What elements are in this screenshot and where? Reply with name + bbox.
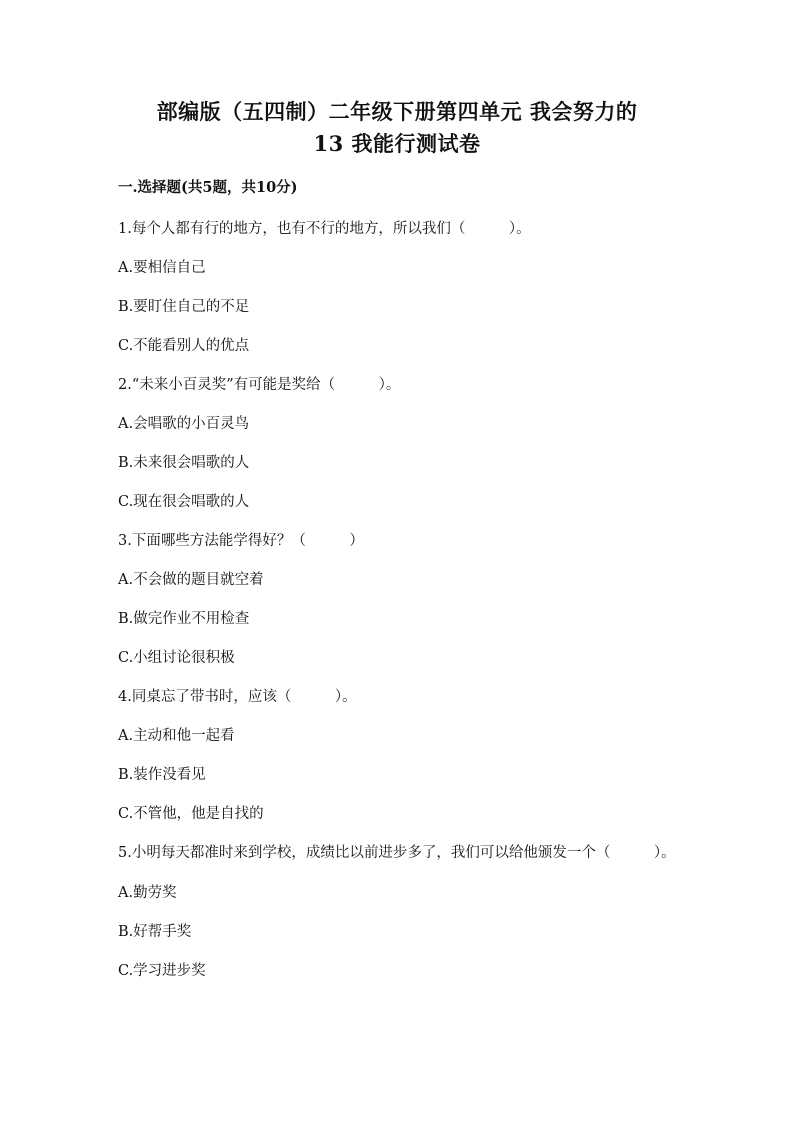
question-2 bbox=[118, 366, 676, 522]
option-b: B.做完作业不用检查 bbox=[118, 611, 250, 627]
title-line-1: 部编版（五四制）二年级下册第四单元 我会努力的 bbox=[156, 99, 638, 124]
question-stem: 4.同桌忘了带书时，应该（ ）。 bbox=[118, 689, 357, 705]
option-c: C.现在很会唱歌的人 bbox=[118, 494, 250, 510]
option-a: A.会唱歌的小百灵鸟 bbox=[118, 416, 250, 432]
question-stem: 3.下面哪些方法能学得好？（ ） bbox=[118, 533, 364, 549]
option-c: C.不管他，他是自找的 bbox=[118, 806, 264, 822]
title-line-2: 13 我能行测试卷 bbox=[313, 131, 481, 156]
option-a: A.不会做的题目就空着 bbox=[118, 572, 264, 588]
option-c: C.学习进步奖 bbox=[118, 963, 206, 979]
question-stem: 1.每个人都有行的地方，也有不行的地方，所以我们（ ）。 bbox=[118, 221, 531, 237]
question-1 bbox=[118, 210, 676, 366]
option-b: B.要盯住自己的不足 bbox=[118, 299, 250, 315]
document-title bbox=[118, 0, 676, 160]
option-a: A.要相信自己 bbox=[118, 260, 206, 276]
question-stem: 5.小明每天都准时来到学校，成绩比以前进步多了，我们可以给他颁发一个（ ）。 bbox=[118, 845, 676, 861]
section-heading: 一.选择题(共5题，共10分) bbox=[118, 179, 298, 196]
option-a: A.主动和他一起看 bbox=[118, 728, 235, 744]
option-b: B.未来很会唱歌的人 bbox=[118, 455, 250, 471]
question-4 bbox=[118, 678, 676, 834]
option-a: A.勤劳奖 bbox=[118, 885, 177, 901]
question-3 bbox=[118, 522, 676, 678]
question-5 bbox=[118, 834, 676, 991]
option-c: C.不能看别人的优点 bbox=[118, 338, 250, 354]
option-b: B.装作没看见 bbox=[118, 767, 206, 783]
option-c: C.小组讨论很积极 bbox=[118, 650, 235, 666]
option-b: B.好帮手奖 bbox=[118, 924, 192, 940]
question-list bbox=[118, 210, 676, 991]
question-stem: 2.“未来小百灵奖”有可能是奖给（ ）。 bbox=[118, 377, 401, 393]
